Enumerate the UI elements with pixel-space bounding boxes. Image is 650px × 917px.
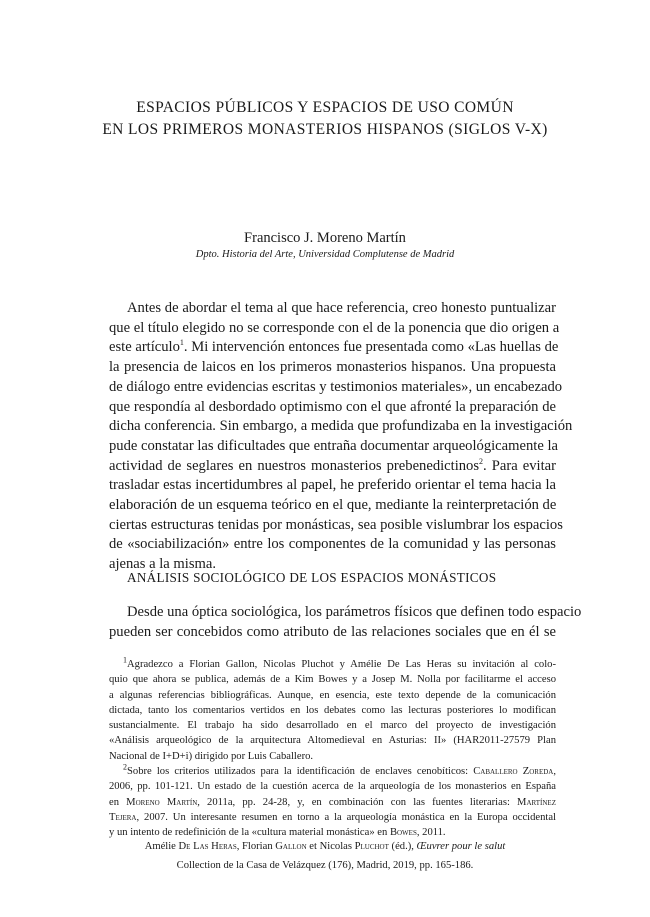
citation-author: Caballero Zoreda [473,766,554,778]
colophon-text: (éd.), [388,841,417,852]
article-title [0,97,650,141]
editor-name: De Las Heras [178,841,237,852]
editor-name: Pluchot [354,841,389,852]
colophon-text: , Florian [236,841,276,852]
body-text: . Mi intervención entonces fue presentada como «Las huellas de [183,339,559,356]
footnote-text: y un intento de redefinición de la «cultura material monástica» en [109,827,390,839]
body-line: trasladar estas incertidumbres al papel, he preferido orientar el tema hacia la [109,477,556,494]
citation-author: Moreno Martín [126,796,198,808]
footnote-text: , [553,766,556,778]
footnotes [109,657,556,841]
body-line: pude constatar las dificultades que entraña documentar arqueológicamente la [109,437,558,454]
footnote-ref-1[interactable]: 1 [179,338,184,348]
footnote-text: en [109,796,127,808]
body-line [109,338,559,358]
footnote-ref-2[interactable]: 2 [479,456,484,466]
body-line: que el título elegido no se corresponde con el de la ponencia que dio origen a [109,319,560,336]
title-line-1: ESPACIOS PÚBLICOS Y ESPACIOS DE USO COMÚN [136,99,514,116]
footnote-1-line: «Análisis arqueológico de la arquitectura Altomedieval en Asturias: II» (HAR2011-27579 Plan [109,735,556,747]
citation-author: Martínez [517,796,556,808]
section-heading: ANÁLISIS SOCIOLÓGICO DE LOS ESPACIOS MONÁSTICOS [127,570,497,585]
footnote-2-number: 2 [123,762,127,772]
book-title: Œuvrer pour le salut [416,841,506,852]
footnote-text: Sobre los criterios utilizados para la identificación de enclaves cenobíticos: [127,766,474,778]
colophon-line-1 [0,838,650,857]
body-line: ciertas estructuras tenidas por monásticas, sea posible vislumbrar los espacios [109,516,563,533]
footnote-2-line [109,810,556,825]
footnote-2-line: 2006, pp. 101-121. Un estado de la cuestión acerca de la arqueología de los monasterios en España [109,781,556,793]
footnote-2-line [109,795,556,810]
author-affiliation: Dpto. Historia del Arte, Universidad Complutense de Madrid [195,249,455,260]
footnote-1-line: dictada, tanto los comentarios vertidos en los debates como las lecturas posteriores lo modifican [109,704,556,716]
citation-author: Bowes [389,827,417,839]
body-line: pueden ser concebidos como atributo de las relaciones sociales que en él se [109,623,556,640]
colophon-line-2: Collection de la Casa de Velázquez (176), Madrid, 2019, pp. 165-186. [176,859,474,871]
body-text: actividad de seglares en nuestros monasterios prebenedictinos [109,457,480,474]
body-line: ajenas a la misma. [109,556,216,573]
body-paragraph-1 [109,299,573,575]
body-line [109,457,556,477]
body-line: de «sociabilización» entre los componentes de la comunidad y las personas [109,536,556,553]
footnote-text: Agradezco a Florian Gallon, Nicolas Pluchot y Amélie De Las Heras su invitación al colo- [127,659,556,670]
colophon-text: et Nicolas [306,841,355,852]
author-name: Francisco J. Moreno Martín [244,230,406,246]
footnote-2-line [109,764,556,779]
footnote-1-line: a algunas referencias bibliográficas. Aunque, en esencia, este texto depende de la comunicación [109,689,556,701]
footnote-text: , 2007. Un interesante resumen en torno a la arqueología monástica en la Europa occidental [136,811,556,823]
footnote-1-line [109,657,556,672]
footnote-1-line: sustancialmente. El trabajo ha sido desarrollado en el marco del proyecto de investigación [109,720,556,732]
body-line: Antes de abordar el tema al que hace referencia, creo honesto puntualizar [127,300,556,316]
body-line: la presencia de laicos en los primeros monasterios hispanos. Una propuesta [109,359,556,376]
citation-author: Tejera [109,811,137,823]
editor-name: Gallon [275,841,307,852]
title-line-2: EN LOS PRIMEROS MONASTERIOS HISPANOS (SIGLOS V-X) [102,121,548,138]
body-line: dicha conferencia. Sin embargo, a medida que profundizaba en la investigación [109,418,573,435]
body-line: de diálogo entre evidencias escritas y testimonios materiales», un encabezado [109,378,563,395]
body-line: elaboración de un esquema teórico en el que, mediante la reinterpretación de [109,497,557,514]
footnote-1-line: quio que ahora se publica, además de a Kim Bowes y a Josep M. Nolla por facilitarme el acceso [109,674,556,686]
body-text: . Para evitar [483,457,556,474]
footnote-text: , 2011. [416,827,446,839]
colophon-text: Amélie [144,841,179,852]
body-line: Desde una óptica sociológica, los parámetros físicos que definen todo espacio [127,604,582,620]
colophon [0,838,650,875]
body-line: que respondía al desbordado optimismo con el que afronté la preparación de [109,398,556,415]
footnote-1-number: 1 [123,655,127,665]
body-paragraph-2 [109,603,582,642]
footnote-1-line: Nacional de I+D+i) dirigido por Luis Caballero. [109,750,314,762]
body-text: este artículo [109,339,180,356]
footnote-text: , 2011a, pp. 24-28, y, en combinación con las fuentes literarias: [197,796,518,808]
